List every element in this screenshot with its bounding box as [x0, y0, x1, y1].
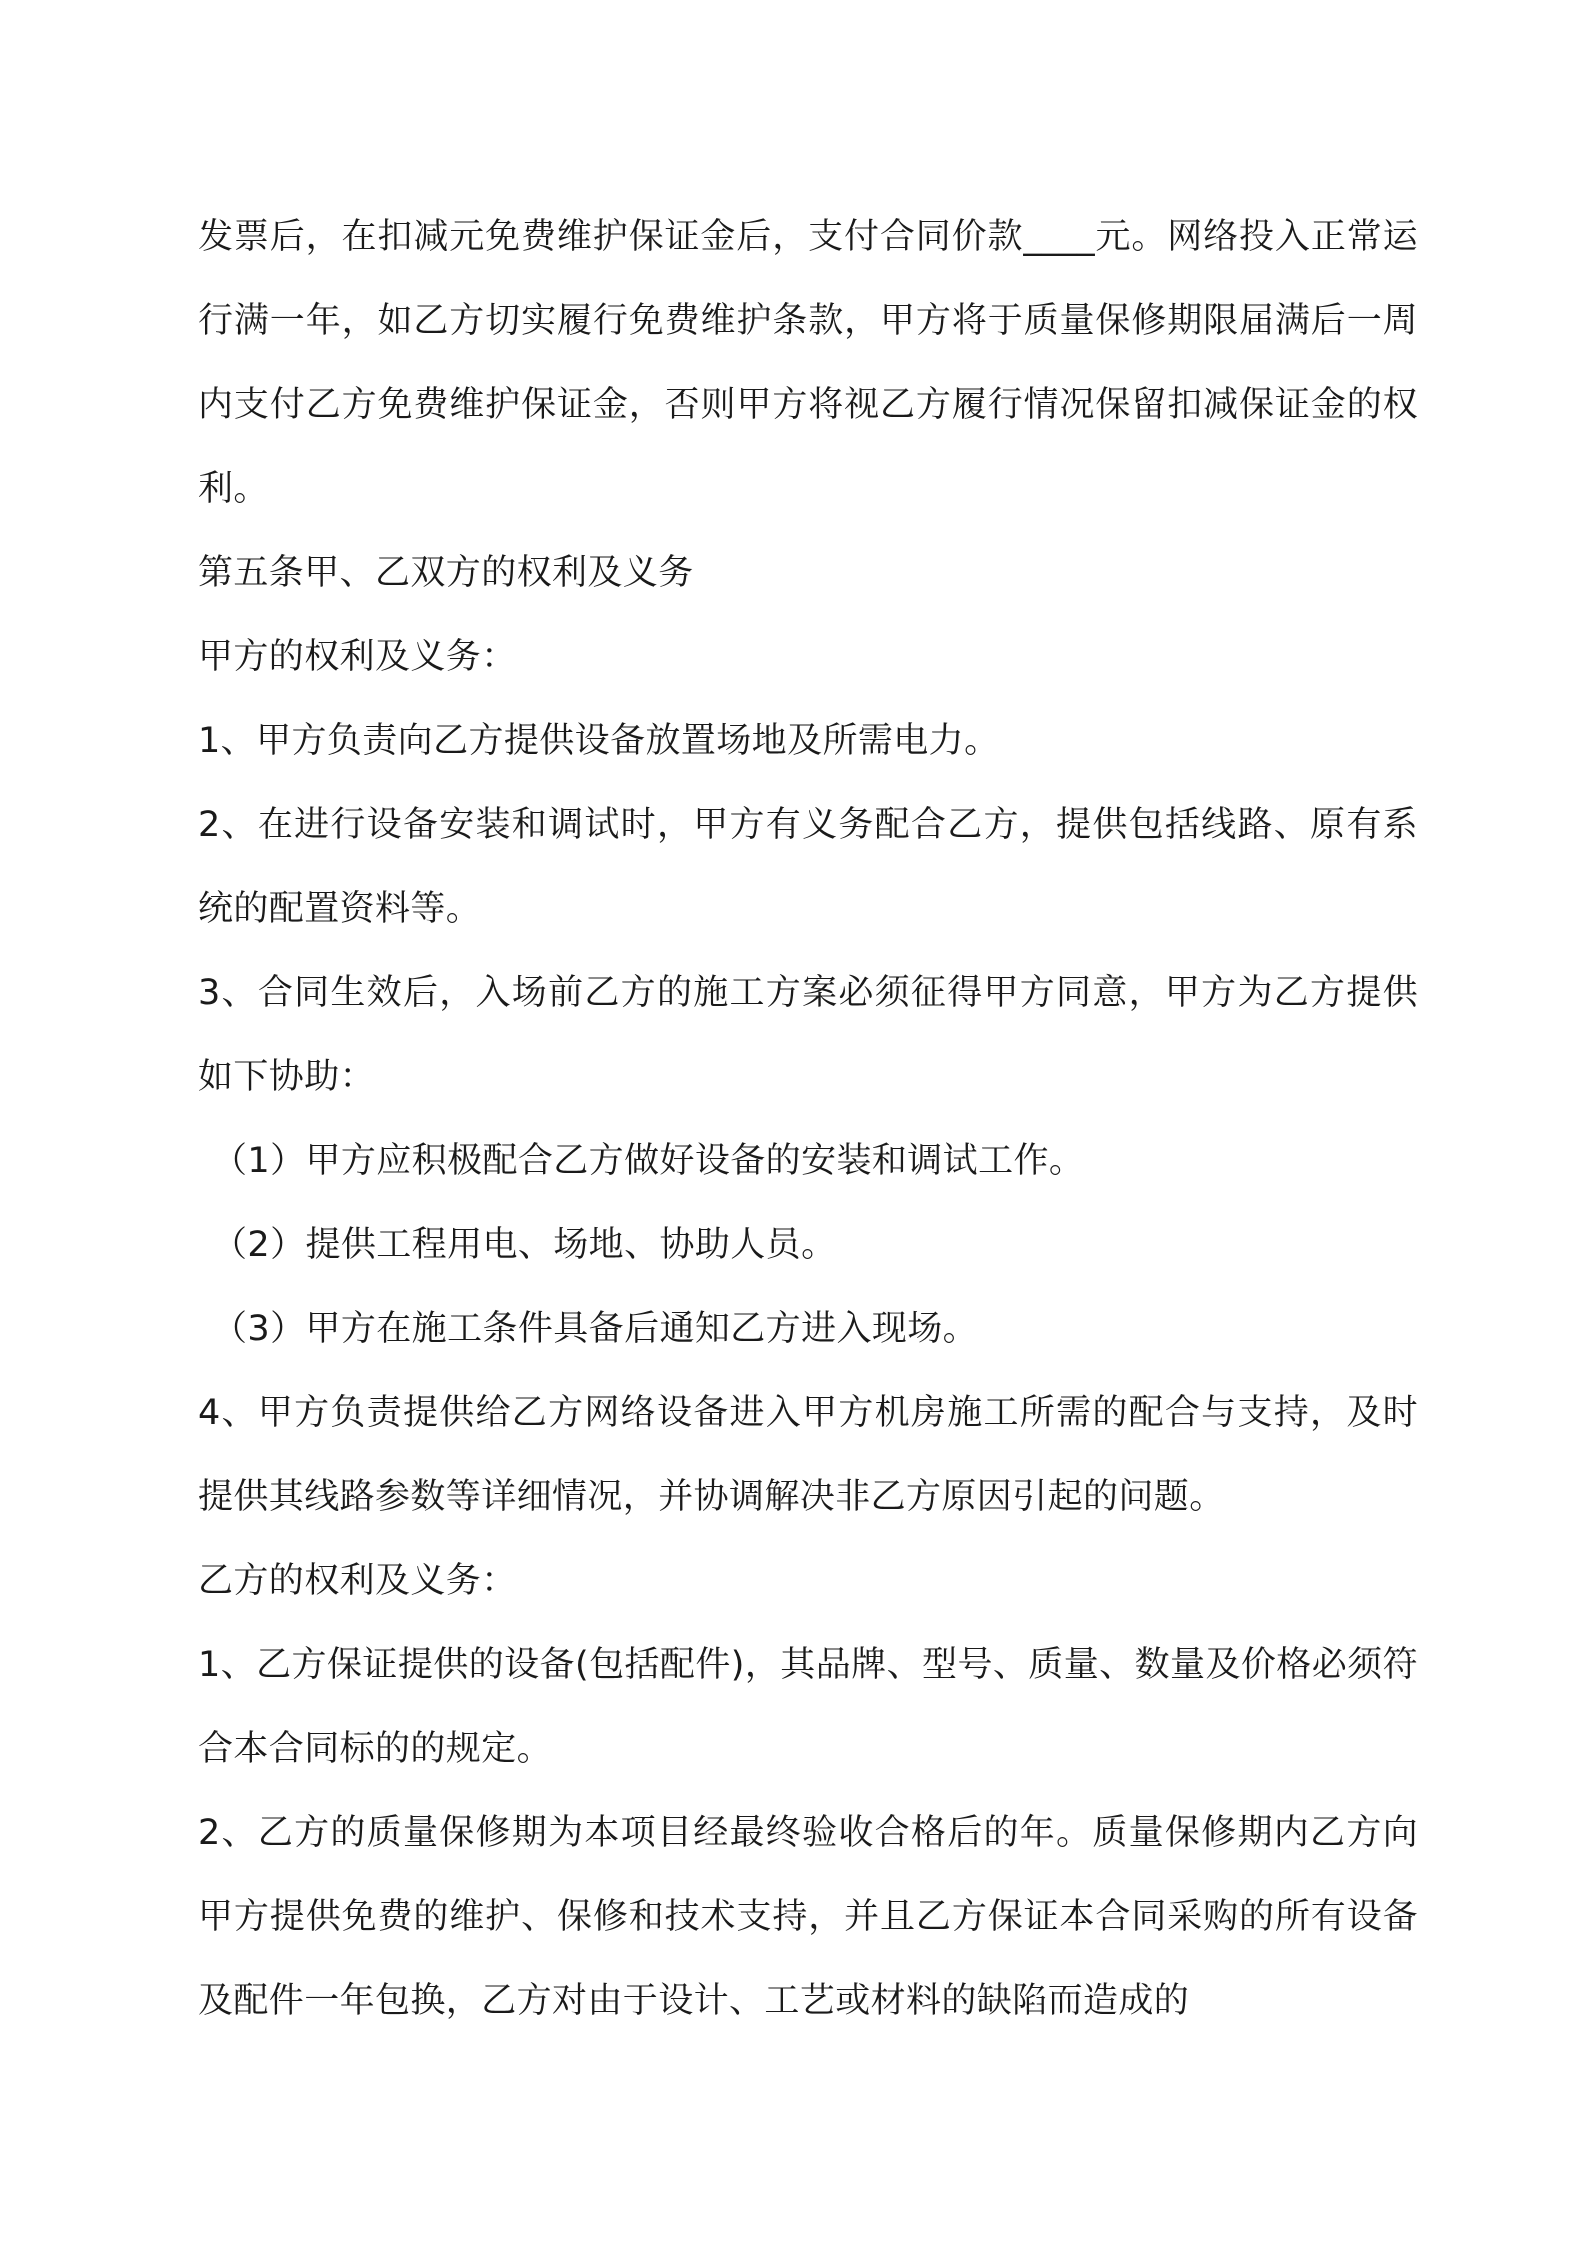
paragraph-payment-terms: 发票后，在扣减元免费维护保证金后，支付合同价款____元。网络投入正常运行满一年，如乙方切实履行免费维护条款，甲方将于质量保修期限届满后一周内支付乙方免费维护保证金，否则甲方将视乙方履行情况保留扣减保证金的权利。 [198, 217, 1418, 509]
party-a-item-4: 4、甲方负责提供给乙方网络设备进入甲方机房施工所需的配合与支持，及时提供其线路参数等详细情况，并协调解决非乙方原因引起的问题。 [198, 1393, 1418, 1517]
party-b-item-2: 2、乙方的质量保修期为本项目经最终验收合格后的年。质量保修期内乙方向甲方提供免费的维护、保修和技术支持，并且乙方保证本合同采购的所有设备及配件一年包换，乙方对由于设计、工艺或材料的缺陷而造成的 [198, 1813, 1418, 2021]
party-a-item-3-sub-2: （2）提供工程用电、场地、协助人员。 [212, 1225, 837, 1265]
document-body [198, 195, 1418, 2043]
party-b-item-1: 1、乙方保证提供的设备(包括配件)，其品牌、型号、质量、数量及价格必须符合本合同标的的规定。 [198, 1645, 1418, 1769]
party-a-item-1: 1、甲方负责向乙方提供设备放置场地及所需电力。 [198, 721, 1000, 761]
party-a-item-3: 3、合同生效后，入场前乙方的施工方案必须征得甲方同意，甲方为乙方提供如下协助： [198, 973, 1418, 1097]
party-a-item-3-sub-3: （3）甲方在施工条件具备后通知乙方进入现场。 [212, 1309, 979, 1349]
party-a-item-2: 2、在进行设备安装和调试时，甲方有义务配合乙方，提供包括线路、原有系统的配置资料等。 [198, 805, 1418, 929]
party-a-rights-heading: 甲方的权利及义务： [198, 637, 517, 677]
party-a-item-3-sub-1: （1）甲方应积极配合乙方做好设备的安装和调试工作。 [212, 1141, 1085, 1181]
article-five-heading: 第五条甲、乙双方的权利及义务 [198, 553, 694, 593]
party-b-rights-heading: 乙方的权利及义务： [198, 1561, 517, 1601]
